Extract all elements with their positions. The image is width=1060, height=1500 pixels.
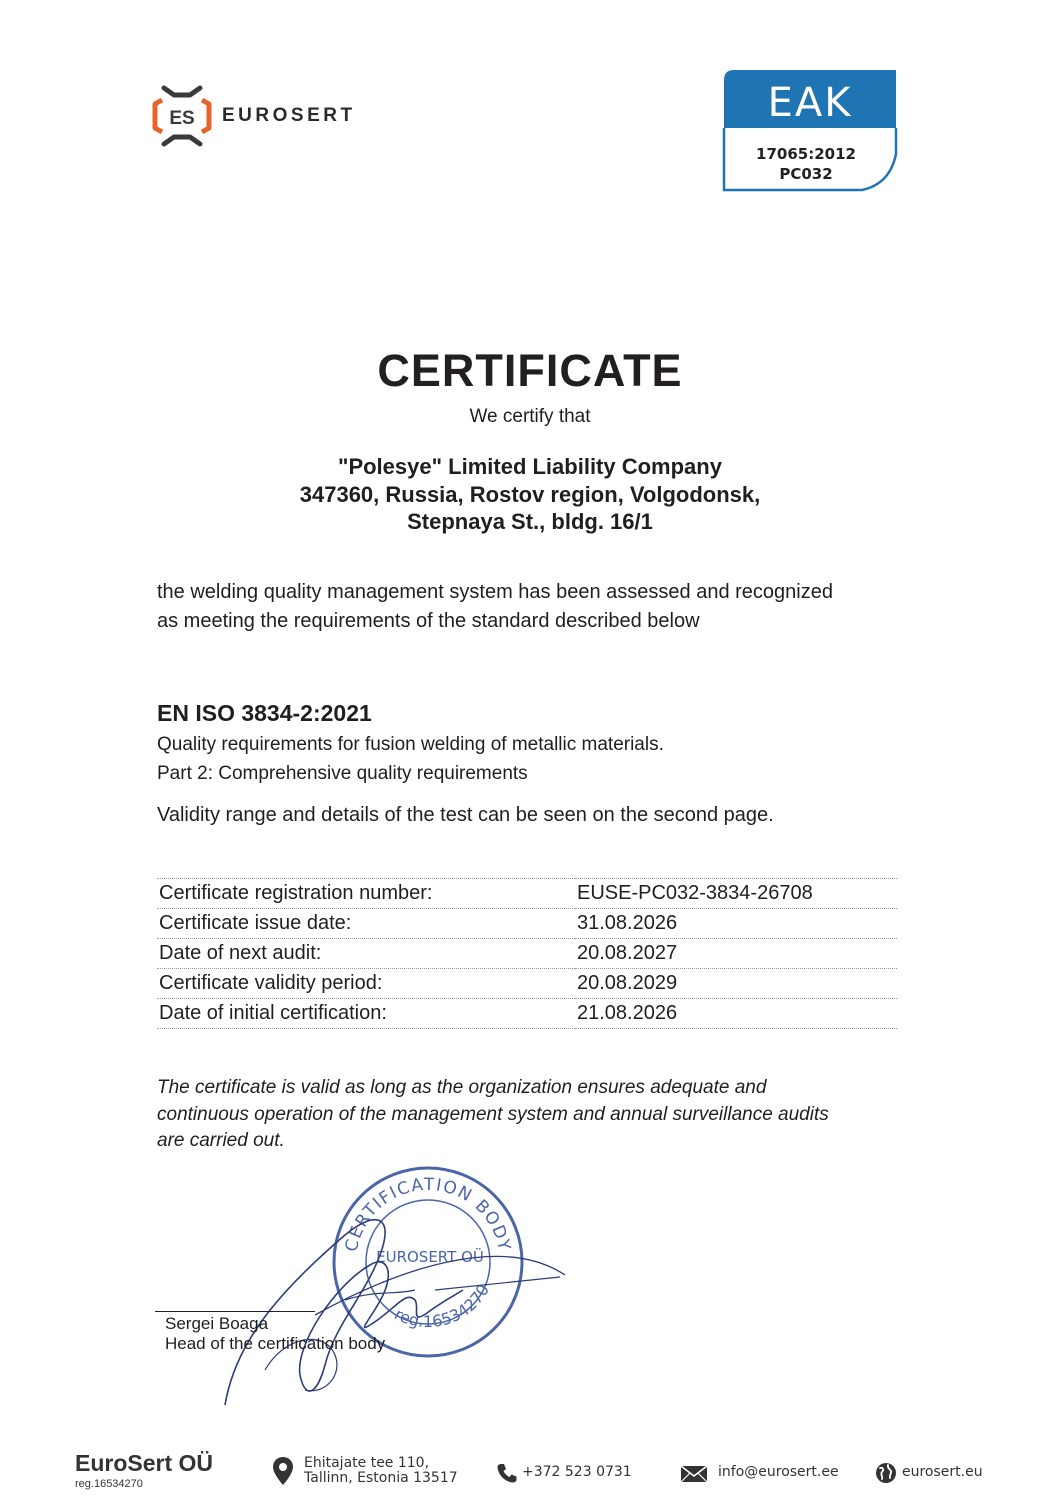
signer-name: Sergei Boaga <box>165 1314 269 1333</box>
conditions-line2: continuous operation of the management system and annual surveillance audits <box>157 1103 829 1125</box>
stamp-ring-text: CERTIFICATION BODY <box>341 1174 515 1254</box>
eak-code: PC032 <box>779 165 833 183</box>
eurosert-mark-icon <box>150 82 214 150</box>
detail-value: 20.08.2027 <box>575 939 897 969</box>
eak-wordmark: EAK <box>767 80 853 126</box>
footer-company-name: EuroSert OÜ <box>75 1450 214 1476</box>
signer-block <box>165 1314 385 1354</box>
detail-label: Date of initial certification: <box>157 999 575 1029</box>
eak-standard: 17065:2012 <box>756 145 856 163</box>
assessment-statement <box>157 578 917 636</box>
conditions-line3: are carried out. <box>157 1130 285 1151</box>
certificate-title: CERTIFICATE <box>377 345 683 396</box>
table-row <box>157 969 897 999</box>
detail-label: Date of next audit: <box>157 939 575 969</box>
eurosert-mark-text: ES <box>169 108 195 129</box>
phone-icon <box>496 1462 518 1484</box>
footer-phone-text[interactable]: +372 523 0731 <box>522 1464 632 1480</box>
footer-address-line1: Ehitajate tee 110, <box>304 1455 430 1471</box>
footer-address-line2: Tallinn, Estonia 13517 <box>304 1470 458 1486</box>
validity-conditions <box>157 1075 877 1155</box>
validity-note: Validity range and details of the test can be seen on the second page. <box>157 804 774 826</box>
standard-line1: Quality requirements for fusion welding of metallic materials. <box>157 734 664 755</box>
eurosert-logo <box>150 82 380 150</box>
detail-label: Certificate validity period: <box>157 969 575 999</box>
detail-value: 31.08.2026 <box>575 909 897 939</box>
certify-text: We certify that <box>469 406 591 427</box>
company-address-line1: 347360, Russia, Rostov region, Volgodonsk, <box>299 481 761 507</box>
globe-icon <box>875 1462 897 1484</box>
company-name: "Polesye" Limited Liability Company <box>338 454 722 479</box>
detail-value: EUSE-PC032-3834-26708 <box>575 879 897 909</box>
detail-label: Certificate registration number: <box>157 879 575 909</box>
table-row <box>157 939 897 969</box>
map-pin-icon <box>272 1456 294 1486</box>
signer-role: Head of the certification body <box>165 1334 386 1353</box>
company-block <box>0 453 1060 536</box>
stamp-reg-text: reg.16534270 <box>391 1280 493 1332</box>
table-row <box>157 999 897 1029</box>
certificate-details-table <box>157 878 897 1029</box>
eurosert-wordmark: EUROSERT <box>222 105 356 126</box>
standard-code: EN ISO 3834-2:2021 <box>157 700 372 726</box>
company-address-line2: Stepnaya St., bldg. 16/1 <box>407 509 653 534</box>
detail-label: Certificate issue date: <box>157 909 575 939</box>
envelope-icon <box>680 1465 708 1483</box>
stamp-center-text: EUROSERT OÜ <box>376 1248 484 1266</box>
footer-company-reg: reg.16534270 <box>75 1478 143 1490</box>
assessment-line2: as meeting the requirements of the standard described below <box>157 610 700 632</box>
conditions-line1: The certificate is valid as long as the organization ensures adequate and <box>157 1077 767 1098</box>
assessment-line1: the welding quality management system has been assessed and recognized <box>157 581 833 603</box>
eak-accreditation-badge <box>720 68 898 194</box>
table-row <box>157 909 897 939</box>
signature-line <box>155 1311 315 1312</box>
handwritten-signature <box>205 1195 585 1410</box>
footer-website-text[interactable]: eurosert.eu <box>902 1464 983 1480</box>
detail-value: 20.08.2029 <box>575 969 897 999</box>
footer-email-text[interactable]: info@eurosert.ee <box>718 1464 839 1480</box>
table-row <box>157 879 897 909</box>
standard-description <box>157 731 917 788</box>
detail-value: 21.08.2026 <box>575 999 897 1029</box>
standard-line2: Part 2: Comprehensive quality requirements <box>157 762 528 784</box>
